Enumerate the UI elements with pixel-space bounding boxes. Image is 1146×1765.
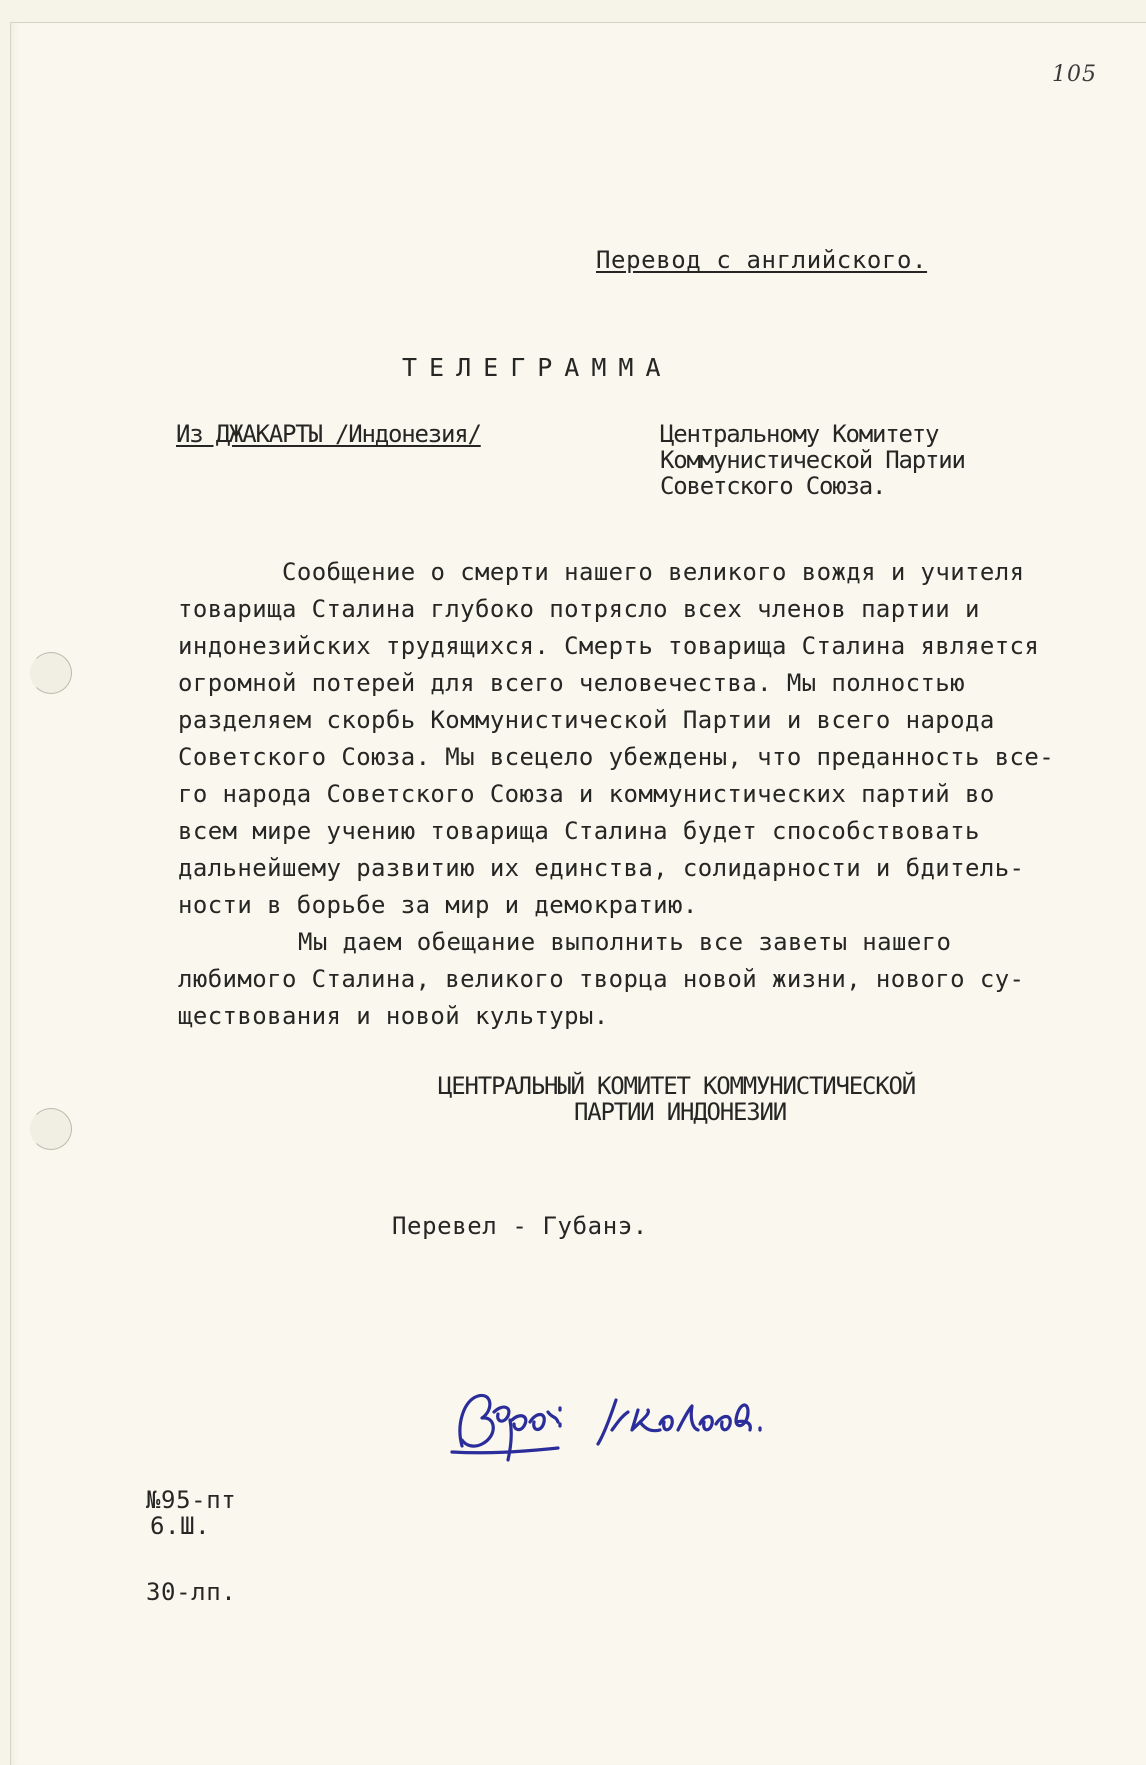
recipient-line: Центральному Комитету [660,420,939,448]
body-line: ности в борьбе за мир и демократию. [178,891,698,919]
copies-note: 30-лп. [146,1578,237,1606]
body-line: Советского Союза. Мы всецело убеждены, что преданность все- [178,743,1055,771]
body-line: ществования и новой культуры. [178,1002,609,1030]
body-line: Сообщение о смерти нашего великого вождя и учителя [282,558,1025,586]
body-line: дальнейшему развитию их единства, солидарности и бдитель- [178,854,1025,882]
punch-hole-bottom [30,1108,72,1150]
body-line: разделяем скорбь Коммунистической Партии и всего народа [178,706,995,734]
body-line: товарища Сталина глубоко потрясло всех членов партии и [178,595,980,623]
document-type-title: ТЕЛЕГРАММА [402,353,673,382]
archive-page-number: 105 [1052,62,1097,87]
verification-signature [448,1360,868,1480]
body-line: огромной потерей для всего человечества. Мы полностью [178,669,966,697]
document-number: №95-пт [146,1486,237,1514]
signatory-line: ЦЕНТРАЛЬНЫЙ КОМИТЕТ КОММУНИСТИЧЕСКОЙ [438,1072,915,1100]
body-line: Мы даем обещание выполнить все заветы нашего [298,928,952,956]
recipient-line: Коммунистической Партии [660,446,965,474]
punch-hole-top [30,652,72,694]
document-date: 6.Ш. [150,1512,211,1540]
body-line: всем мире учению товарища Сталина будет способствовать [178,817,980,845]
translator-line: Перевел - Губанэ. [392,1212,648,1240]
body-line: любимого Сталина, великого творца новой жизни, нового су- [178,965,1025,993]
sender-line: Из ДЖАКАРТЫ /Индонезия/ [176,420,481,448]
translation-note: Перевод с английского. [596,246,928,274]
body-line: го народа Советского Союза и коммунистических партий во [178,780,995,808]
recipient-line: Советского Союза. [660,472,886,500]
body-line: индонезийских трудящихся. Смерть товарища Сталина является [178,632,1040,660]
signatory-line: ПАРТИИ ИНДОНЕЗИИ [574,1098,786,1126]
